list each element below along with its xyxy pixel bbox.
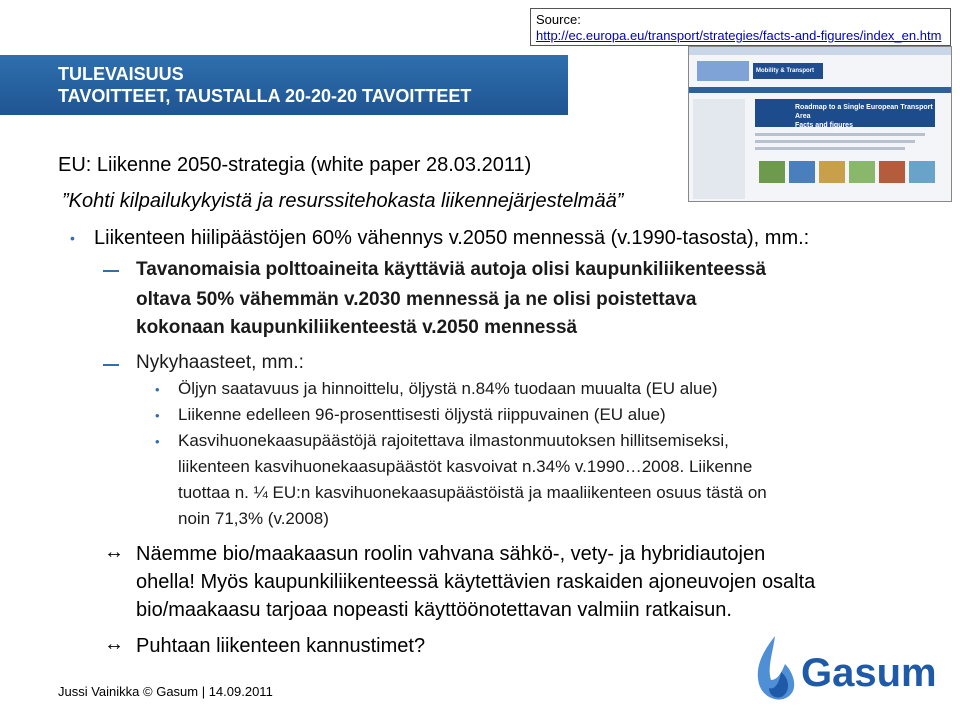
arrow1-line3: bio/maakaasu tarjoaa nopeasti käyttöönotettavan valmiin ratkaisun. (136, 599, 732, 621)
quote: ”Kohti kilpailukykyistä ja resurssitehokasta liikennejärjestelmää” (62, 190, 624, 212)
double-arrow-icon: ↔ (104, 633, 124, 655)
footer: Jussi Vainikka © Gasum | 14.09.2011 (58, 684, 273, 699)
sub2-item3-line1: Kasvihuonekaasupäästöjä rajoitettava ilmastonmuutoksen hillitsemiseksi, (178, 431, 729, 450)
sub2-heading: Nykyhaasteet, mm.: (136, 352, 304, 373)
sub-bullet-dot: • (155, 408, 160, 423)
source-link[interactable]: http://ec.europa.eu/transport/strategies/facts-and-figures/index_en.htm (536, 28, 942, 43)
sub-bullet-dot: • (155, 434, 160, 449)
gasum-logo (745, 628, 957, 710)
bullet-1: Liikenteen hiilipäästöjen 60% vähennys v.2050 mennessä (v.1990-tasosta), mm.: (94, 227, 810, 249)
sub1-line3: kokonaan kaupunkiliikenteestä v.2050 mennessä (136, 317, 578, 338)
thumb-heading-title: Roadmap to a Single European Transport Area (795, 104, 933, 120)
sub2-item3-line4: noin 71,3% (v.2008) (178, 509, 329, 528)
sub2-item2: Liikenne edelleen 96-prosenttisesti öljystä riippuvainen (EU alue) (178, 405, 666, 424)
body-heading: EU: Liikenne 2050-strategia (white paper 28.03.2011) (58, 154, 532, 176)
sub2-item1: Öljyn saatavuus ja hinnoittelu, öljystä n.84% tuodaan muualta (EU alue) (178, 379, 718, 398)
sub1-line2: oltava 50% vähemmän v.2030 mennessä ja ne olisi poistettava (136, 289, 697, 310)
arrow1-line1: Näemme bio/maakaasun roolin vahvana sähkö-, vety- ja hybridiautojen (136, 543, 766, 565)
sub2-item3-line3: tuottaa n. ¼ EU:n kasvihuonekaasupäästöistä ja maaliikenteen osuus tästä on (178, 483, 767, 502)
bullet-dot: • (70, 230, 75, 246)
title-line2: TAVOITTEET, TAUSTALLA 20-20-20 TAVOITTEET (58, 86, 472, 106)
dash-marker (103, 364, 119, 366)
gasum-wordmark: Gasum (801, 651, 937, 695)
double-arrow-icon: ↔ (104, 541, 124, 563)
thumb-brand: Mobility & Transport (753, 63, 823, 79)
arrow1-line2: ohella! Myös kaupunkiliikenteessä käytettävien raskaiden ajoneuvojen osalta (136, 571, 816, 593)
arrow2-text: Puhtaan liikenteen kannustimet? (136, 635, 426, 657)
sub2-item3-line2: liikenteen kasvihuonekaasupäästöt kasvoivat n.34% v.1990…2008. Liikenne (178, 457, 753, 476)
dash-marker (103, 270, 119, 272)
title-line1: TULEVAISUUS (58, 64, 184, 84)
sub1-line1: Tavanomaisia polttoaineita käyttäviä autoja olisi kaupunkiliikenteessä (136, 259, 767, 280)
sub-bullet-dot: • (155, 382, 160, 397)
source-label: Source: (536, 12, 581, 27)
thumb-heading-sub: Facts and figures (795, 122, 853, 129)
